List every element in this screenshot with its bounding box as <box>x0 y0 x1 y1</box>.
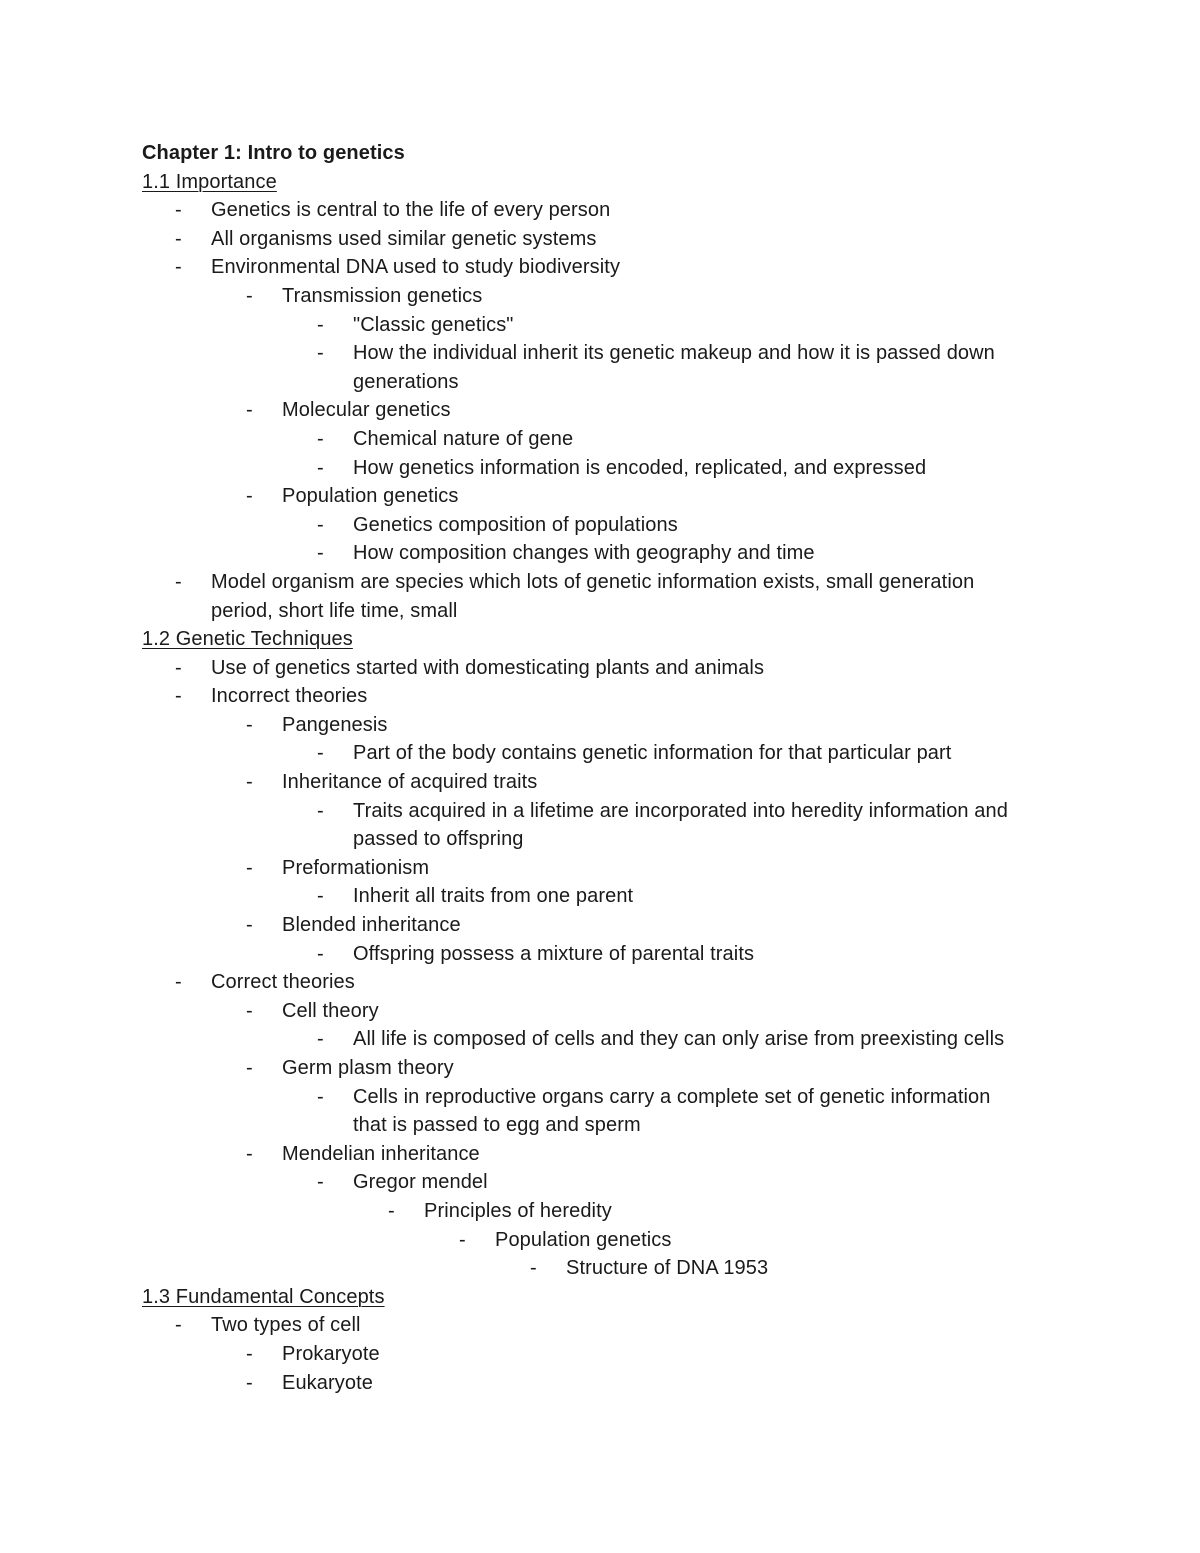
list-item <box>142 1311 1142 1340</box>
list-item <box>142 940 1142 969</box>
list-item-text: Population genetics <box>282 485 459 508</box>
list-item-text: Gregor mendel <box>353 1171 488 1194</box>
list-item <box>142 711 1142 740</box>
list-item <box>142 568 1142 597</box>
bullet-dash-icon: - <box>530 1257 537 1280</box>
list-item <box>142 196 1142 225</box>
list-item-text: Use of genetics started with domesticating plants and animals <box>211 656 765 679</box>
list-item <box>142 968 1142 997</box>
list-item <box>142 1083 1142 1112</box>
bullet-dash-icon: - <box>246 914 253 937</box>
bullet-dash-icon: - <box>175 656 182 679</box>
list-item <box>142 997 1142 1026</box>
bullet-dash-icon: - <box>388 1199 395 1222</box>
bullet-dash-icon: - <box>175 971 182 994</box>
list-item-text: Model organism are species which lots of genetic information exists, small generation <box>211 570 975 593</box>
list-item-text: Chemical nature of gene <box>353 427 574 450</box>
bullet-dash-icon: - <box>317 1171 324 1194</box>
bullet-dash-icon: - <box>317 885 324 908</box>
list-item <box>142 539 1142 568</box>
list-item <box>142 425 1142 454</box>
bullet-dash-icon: - <box>246 856 253 879</box>
list-item <box>142 1254 1142 1283</box>
bullet-dash-icon: - <box>175 685 182 708</box>
bullet-dash-icon: - <box>317 342 324 365</box>
section-heading: 1.2 Genetic Techniques <box>142 628 353 651</box>
list-item <box>142 339 1142 368</box>
list-item-text: How the individual inherit its genetic makeup and how it is passed down <box>353 342 995 365</box>
bullet-dash-icon: - <box>317 456 324 479</box>
list-item-text: Traits acquired in a lifetime are incorporated into heredity information and <box>353 799 1008 822</box>
bullet-dash-icon: - <box>246 771 253 794</box>
list-item-text: Genetics composition of populations <box>353 513 678 536</box>
bullet-dash-icon: - <box>175 256 182 279</box>
bullet-dash-icon: - <box>317 427 324 450</box>
list-item-text: Environmental DNA used to study biodiversity <box>211 256 621 279</box>
section-heading: 1.3 Fundamental Concepts <box>142 1285 385 1308</box>
bullet-dash-icon: - <box>317 313 324 336</box>
list-item-text: Two types of cell <box>211 1314 361 1337</box>
list-item <box>142 854 1142 883</box>
list-item <box>142 1197 1142 1226</box>
list-item-text: generations <box>353 370 459 393</box>
list-item-text: Principles of heredity <box>424 1199 612 1222</box>
section-heading: 1.1 Importance <box>142 170 277 193</box>
list-item-text: Incorrect theories <box>211 685 368 708</box>
list-item <box>142 768 1142 797</box>
bullet-dash-icon: - <box>246 999 253 1022</box>
list-item-text: Pangenesis <box>282 713 388 736</box>
list-item <box>142 1054 1142 1083</box>
list-item-text: Inheritance of acquired traits <box>282 771 538 794</box>
list-item <box>142 797 1142 826</box>
bullet-dash-icon: - <box>317 1085 324 1108</box>
list-item-text: "Classic genetics" <box>353 313 514 336</box>
list-item-text: passed to offspring <box>353 828 524 851</box>
list-item-text: How composition changes with geography and time <box>353 542 815 565</box>
bullet-dash-icon: - <box>246 1371 253 1394</box>
list-item <box>142 739 1142 768</box>
bullet-dash-icon: - <box>317 742 324 765</box>
bullet-dash-icon: - <box>317 942 324 965</box>
list-item <box>142 1168 1142 1197</box>
list-item-text: Offspring possess a mixture of parental traits <box>353 942 755 965</box>
list-item <box>142 225 1142 254</box>
list-item <box>142 882 1142 911</box>
list-item <box>142 1025 1142 1054</box>
bullet-dash-icon: - <box>246 399 253 422</box>
list-item <box>142 511 1142 540</box>
bullet-dash-icon: - <box>317 799 324 822</box>
list-item <box>142 682 1142 711</box>
list-item-text: Inherit all traits from one parent <box>353 885 634 908</box>
list-item-text: Prokaryote <box>282 1342 380 1365</box>
list-item-text: All organisms used similar genetic systems <box>211 227 597 250</box>
list-item-text: period, short life time, small <box>211 599 458 622</box>
list-item-text: Genetics is central to the life of every person <box>211 199 611 222</box>
list-item-continuation <box>142 597 1142 626</box>
list-item <box>142 911 1142 940</box>
document-title: Chapter 1: Intro to genetics <box>142 142 405 164</box>
list-item-text: How genetics information is encoded, replicated, and expressed <box>353 456 927 479</box>
document-body <box>142 139 1142 1397</box>
list-item-text: Correct theories <box>211 971 355 994</box>
bullet-dash-icon: - <box>317 542 324 565</box>
bullet-dash-icon: - <box>246 1057 253 1079</box>
list-item <box>142 654 1142 683</box>
list-item-text: Eukaryote <box>282 1371 373 1394</box>
list-item-text: Blended inheritance <box>282 914 461 937</box>
list-item-text: Molecular genetics <box>282 399 451 422</box>
list-item <box>142 396 1142 425</box>
list-item-text: that is passed to egg and sperm <box>353 1114 641 1137</box>
list-item-text: Transmission genetics <box>282 284 483 307</box>
bullet-dash-icon: - <box>175 199 182 222</box>
bullet-dash-icon: - <box>317 513 324 536</box>
bullet-dash-icon: - <box>246 485 253 508</box>
list-item-text: All life is composed of cells and they can only arise from preexisting cells <box>353 1028 1005 1051</box>
bullet-dash-icon: - <box>175 227 182 250</box>
list-item <box>142 454 1142 483</box>
list-item-text: Preformationism <box>282 856 430 879</box>
list-item <box>142 1369 1142 1398</box>
bullet-dash-icon: - <box>246 284 253 307</box>
list-item <box>142 482 1142 511</box>
list-item-continuation <box>142 368 1142 397</box>
bullet-dash-icon: - <box>246 1342 253 1365</box>
list-item-text: Mendelian inheritance <box>282 1142 480 1165</box>
list-item <box>142 282 1142 311</box>
list-item-text: Structure of DNA 1953 <box>566 1257 769 1280</box>
list-item-continuation <box>142 825 1142 854</box>
list-item <box>142 1140 1142 1169</box>
bullet-dash-icon: - <box>459 1228 466 1251</box>
list-item-continuation <box>142 1111 1142 1140</box>
list-item-text: Germ plasm theory <box>282 1057 454 1079</box>
list-item <box>142 1226 1142 1255</box>
list-item <box>142 1340 1142 1369</box>
list-item-text: Part of the body contains genetic information for that particular part <box>353 742 952 765</box>
bullet-dash-icon: - <box>175 1314 182 1337</box>
bullet-dash-icon: - <box>317 1028 324 1051</box>
list-item-text: Cells in reproductive organs carry a complete set of genetic information <box>353 1085 991 1108</box>
list-item <box>142 311 1142 340</box>
list-item-text: Cell theory <box>282 999 379 1022</box>
bullet-dash-icon: - <box>246 1142 253 1165</box>
bullet-dash-icon: - <box>175 570 182 593</box>
list-item <box>142 253 1142 282</box>
list-item-text: Population genetics <box>495 1228 672 1251</box>
bullet-dash-icon: - <box>246 713 253 736</box>
